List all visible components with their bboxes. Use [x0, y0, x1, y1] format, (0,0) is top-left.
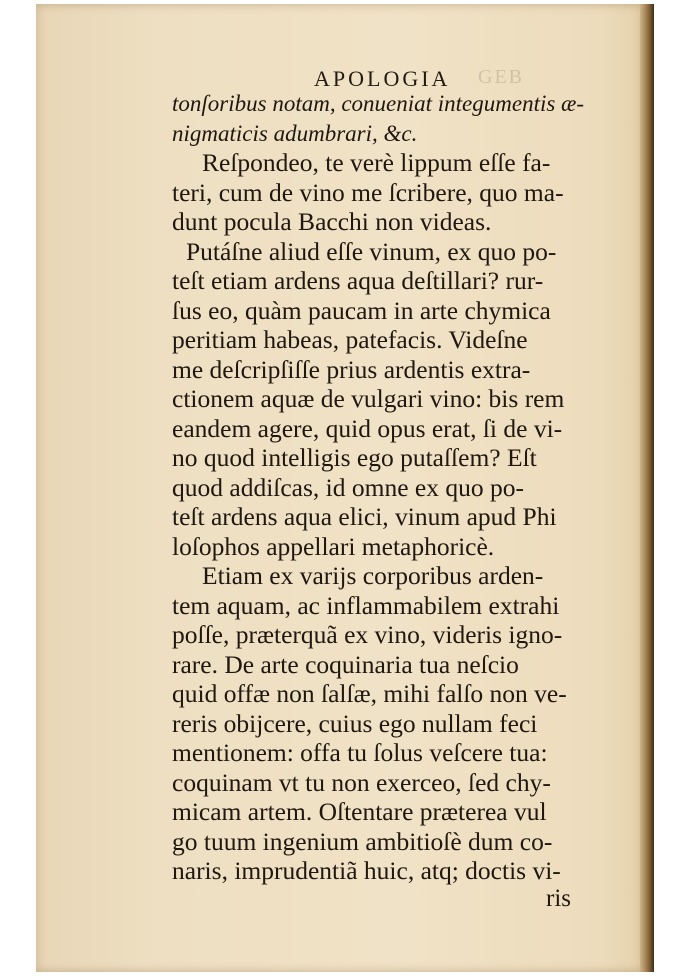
- text-line: tem aquam, ac inflammabilem extrahi: [172, 590, 560, 620]
- text-line: peritiam habeas, patefacis. Videſne: [172, 325, 528, 354]
- text-line: quid offæ non ſalſæ, mihi falſo non ve-: [172, 679, 567, 708]
- page-edge: [640, 4, 654, 972]
- text-line: poſſe, præterquã ex vino, videris igno-: [172, 620, 563, 649]
- text-line: reris obijcere, cuius ego nullam feci: [172, 708, 538, 738]
- text-line: micam artem. Oſtentare præterea vul: [172, 797, 547, 826]
- text-line: tonſoribus notam, conueniat integumentis æ-: [172, 91, 585, 116]
- text-line: rare. De arte coquinaria tua neſcio: [172, 649, 519, 679]
- text-line: nigmaticis adumbrari, &c.: [172, 120, 418, 146]
- text-line: Etiam ex varijs corporibus arden-: [202, 561, 544, 590]
- text-line: loſophos appellari metaphoricè.: [172, 531, 495, 561]
- text-line: teſt ardens aqua elici, vinum apud Phi: [172, 502, 557, 531]
- text-line: ſus eo, quàm paucam in arte chymica: [172, 295, 551, 325]
- bleed-through-text: GEB: [478, 66, 524, 88]
- text-line: naris, imprudentiã huic, atq; doctis vi-: [172, 856, 561, 885]
- text-line: no quod intelligis ego putaſſem? Eſt: [172, 443, 537, 472]
- text-line: go tuum ingenium ambitioſè dum co-: [172, 826, 553, 856]
- catchword: ris: [546, 884, 571, 912]
- text-line: eandem agere, quid opus erat, ſi de vi-: [172, 413, 563, 443]
- text-line: dunt pocula Bacchi non videas.: [172, 207, 492, 236]
- text-line: ctionem aquæ de vulgari vino: bis rem: [172, 384, 565, 413]
- text-line: teri, cum de vino me ſcribere, quo ma-: [172, 177, 564, 207]
- text-line: mentionem: offa tu ſolus veſcere tua:: [172, 738, 548, 767]
- text-line: Putáſne aliud eſſe vinum, ex quo po-: [186, 236, 557, 266]
- text-line: Reſpondeo, te verè lippum eſſe fa-: [202, 148, 551, 177]
- text-line: quod addiſcas, id omne ex quo po-: [172, 472, 524, 502]
- text-line: coquinam vt tu non exerceo, ſed chy-: [172, 767, 551, 797]
- text-line: teſt etiam ardens aqua deſtillari? rur-: [172, 266, 544, 295]
- running-title: APOLOGIA: [314, 66, 451, 91]
- text-line: me deſcripſiſſe prius ardentis extra-: [172, 354, 531, 384]
